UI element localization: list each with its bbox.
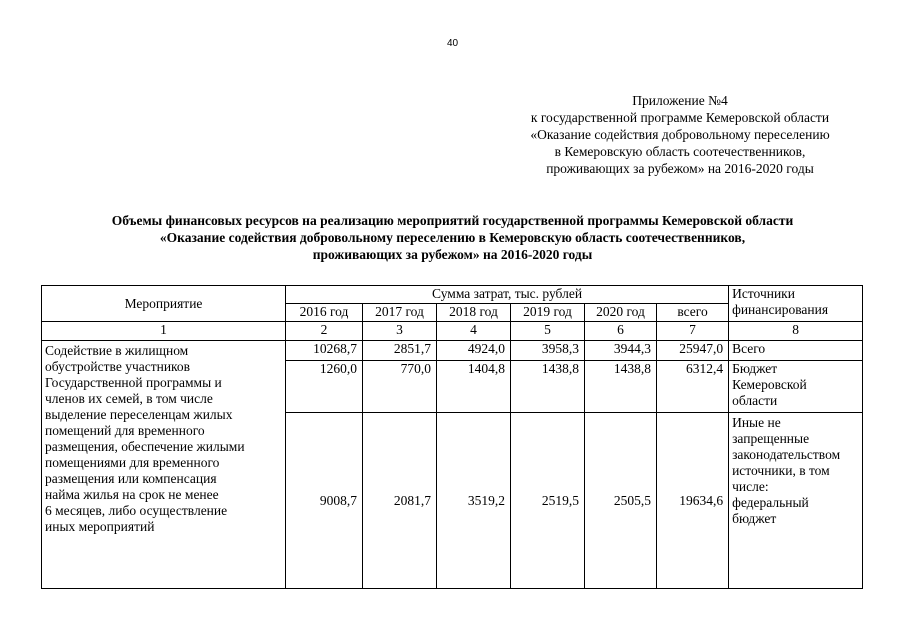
activity-line: помещений для временного xyxy=(45,423,205,438)
activity-line: выделение переселенцам жилых xyxy=(45,407,233,422)
column-number: 4 xyxy=(437,322,511,341)
title-line: «Оказание содействия добровольному переселению в Кемеровскую область соотечественников, xyxy=(159,230,746,245)
value-cell: 1438,8 xyxy=(585,361,657,413)
header-activity: Мероприятие xyxy=(42,286,286,322)
header-sources xyxy=(729,286,863,322)
activity-line: Содействие в жилищном xyxy=(45,343,189,358)
value-cell: 25947,0 xyxy=(657,341,729,361)
activity-line: 6 месяцев, либо осуществление xyxy=(45,503,228,518)
appendix-line: проживающих за рубежом» на 2016-2020 годы xyxy=(546,161,814,176)
column-number: 3 xyxy=(363,322,437,341)
source-line: Бюджет xyxy=(732,361,778,376)
value-cell: 6312,4 xyxy=(657,361,729,413)
source-line: Иные не xyxy=(732,415,781,430)
value-cell: 9008,7 xyxy=(286,413,363,589)
source-line: Всего xyxy=(732,341,766,356)
activity-line: размещения или компенсация xyxy=(45,471,217,486)
activity-line: Государственной программы и xyxy=(45,375,222,390)
value-cell: 3944,3 xyxy=(585,341,657,361)
appendix-line: Приложение №4 xyxy=(632,93,728,108)
value-cell: 2081,7 xyxy=(363,413,437,589)
header-year: 2017 год xyxy=(363,304,437,322)
header-cost-group: Сумма затрат, тыс. рублей xyxy=(286,286,729,304)
header-sources-line: финансирования xyxy=(732,302,829,317)
value-cell: 2505,5 xyxy=(585,413,657,589)
value-cell: 1438,8 xyxy=(511,361,585,413)
activity-line: членов их семей, в том числе xyxy=(45,391,213,406)
value-cell: 3519,2 xyxy=(437,413,511,589)
activity-description xyxy=(42,341,286,589)
source-line: области xyxy=(732,393,778,408)
header-year: 2019 год xyxy=(511,304,585,322)
source-cell xyxy=(729,341,863,361)
value-cell: 4924,0 xyxy=(437,341,511,361)
value-cell: 19634,6 xyxy=(657,413,729,589)
document-title xyxy=(0,212,905,263)
source-line: числе: xyxy=(732,479,769,494)
header-sources-line: Источники xyxy=(732,286,795,301)
title-line: Объемы финансовых ресурсов на реализацию мероприятий государственной программы Кемеровской области xyxy=(111,213,794,228)
activity-line: обустройстве участников xyxy=(45,359,191,374)
funding-table xyxy=(41,285,863,589)
activity-line: размещения, обеспечение жилыми xyxy=(45,439,245,454)
activity-line: иных мероприятий xyxy=(45,519,155,534)
value-cell: 2519,5 xyxy=(511,413,585,589)
column-number: 2 xyxy=(286,322,363,341)
source-line: законодательством xyxy=(732,447,841,462)
source-line: источники, в том xyxy=(732,463,830,478)
appendix-line: в Кемеровскую область соотечественников, xyxy=(554,144,806,159)
column-number: 5 xyxy=(511,322,585,341)
header-total: всего xyxy=(657,304,729,322)
source-cell xyxy=(729,361,863,413)
column-number-row xyxy=(42,322,863,341)
appendix-line: к государственной программе Кемеровской области xyxy=(530,110,830,125)
value-cell: 1404,8 xyxy=(437,361,511,413)
column-number: 8 xyxy=(729,322,863,341)
header-year: 2016 год xyxy=(286,304,363,322)
activity-line: найма жилья на срок не менее xyxy=(45,487,219,502)
value-cell: 2851,7 xyxy=(363,341,437,361)
column-number: 6 xyxy=(585,322,657,341)
table-row xyxy=(42,341,863,361)
value-cell: 10268,7 xyxy=(286,341,363,361)
appendix-header xyxy=(470,92,890,177)
value-cell: 770,0 xyxy=(363,361,437,413)
value-cell: 1260,0 xyxy=(286,361,363,413)
source-line: федеральный xyxy=(732,495,809,510)
activity-line: помещениями для временного xyxy=(45,455,220,470)
header-year: 2020 год xyxy=(585,304,657,322)
source-cell xyxy=(729,413,863,589)
title-line: проживающих за рубежом» на 2016-2020 годы xyxy=(312,247,593,262)
header-year: 2018 год xyxy=(437,304,511,322)
value-cell: 3958,3 xyxy=(511,341,585,361)
source-line: бюджет xyxy=(732,511,777,526)
column-number: 7 xyxy=(657,322,729,341)
appendix-line: «Оказание содействия добровольному переселению xyxy=(530,127,830,142)
source-line: Кемеровской xyxy=(732,377,807,392)
page-number: 40 xyxy=(446,38,459,49)
source-line: запрещенные xyxy=(732,431,810,446)
column-number: 1 xyxy=(42,322,286,341)
